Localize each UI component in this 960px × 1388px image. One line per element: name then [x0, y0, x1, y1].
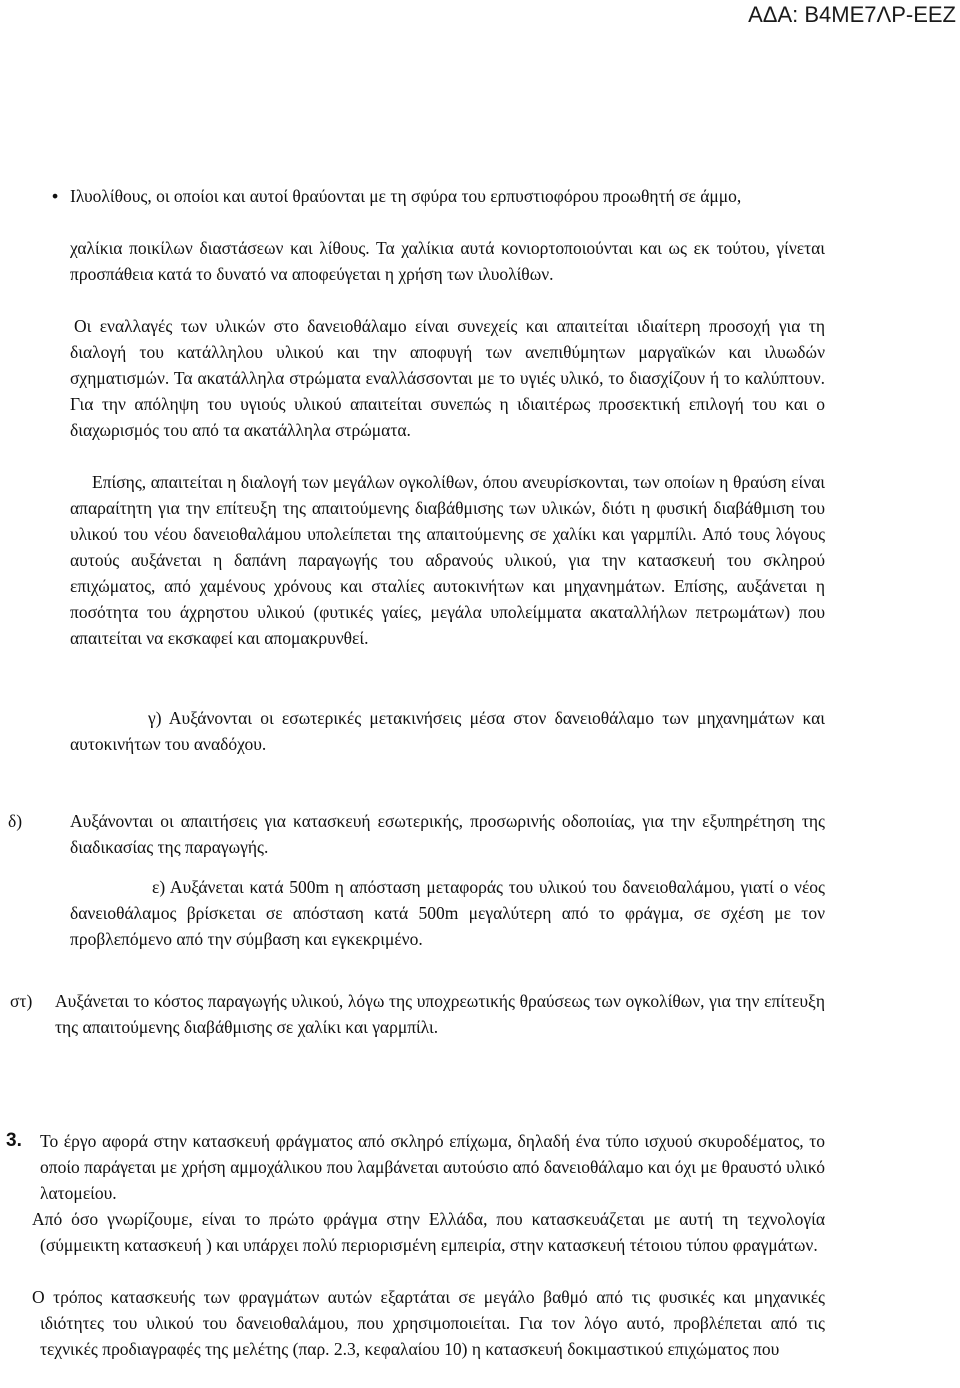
paragraph-text: Οι εναλλαγές των υλικών στο δανειοθάλαμο είναι συνεχείς και απαιτείται ιδιαίτερη προσοχή για τη διαλογή του κατάλληλου υλικού και την αποφυγή των ανεπιθύμητων μαργαϊκών και ιλυωδών σχηματισμών. Τα ακατάλληλα στρώματα εναλλάσσονται με το υγιές υλικό, το διασχίζουν ή το καλύπτουν. Για την απόληψη του υγιούς υλικού απαιτείται συνεπώς η ιδιαιτέρως προσεκτική επιλογή του και ο διαχωρισμός του από τα ακατάλληλα στρώματα. — [70, 316, 825, 440]
paragraph-episis-dialogi — [70, 469, 825, 651]
paragraph-delta — [8, 808, 825, 860]
paragraph-text: Αυξάνεται το κόστος παραγωγής υλικού, λόγω της υποχρεωτικής θραύσεως των ογκολίθων, για την επίτευξη της απαιτούμενης διαβάθμισης σε χαλίκι και γαρμπίλι. — [55, 991, 825, 1037]
paragraph-text: Από όσο γνωρίζουμε, είναι το πρώτο φράγμα στην Ελλάδα, που κατασκευάζεται με αυτή τη τεχνολογία (σύμμεικτη κατασκευή ) και υπάρχει πολύ περιορισμένη εμπειρία, στην κατασκευή τέτοιου τύπου φραγμάτων. — [32, 1209, 825, 1255]
paragraph-text: γ) Αυξάνονται οι εσωτερικές μετακινήσεις μέσα στον δανειοθάλαμο των μηχανημάτων και αυτοκινήτων του αναδόχου. — [70, 708, 825, 754]
ada-code: ΑΔΑ: Β4ΜΕ7ΛΡ-ΕΕΖ — [748, 2, 956, 27]
paragraph-gamma — [70, 705, 825, 757]
paragraph-chalikia — [70, 235, 825, 287]
paragraph-tropos — [32, 1284, 825, 1362]
paragraph-enallages — [70, 313, 825, 443]
section-number: 3. — [6, 1130, 22, 1151]
paragraph-text: χαλίκια ποικίλων διαστάσεων και λίθους. Τα χαλίκια αυτά κονιορτοποιούνται και ως εκ τούτου, γίνεται προσπάθεια κατά το δυνατό να αποφεύγεται η χρήση των ιλυολίθων. — [70, 238, 825, 284]
paragraph-three — [6, 1128, 825, 1206]
paragraph-text: Το έργο αφορά στην κατασκευή φράγματος από σκληρό επίχωμα, δηλαδή ένα τύπο ισχυού σκυροδέματος, το οποίο παράγεται με χρήση αμμοχάλικου που λαμβάνεται αυτούσιο από δανειοθάλαμο και όχι με θραυστό υλικό λατομείου. — [40, 1131, 825, 1203]
item-label: στ) — [10, 991, 33, 1011]
paragraph-text: Επίσης, απαιτείται η διαλογή των μεγάλων ογκολίθων, όπου ανευρίσκονται, των οποίων η θραύση είναι απαραίτητη για την επίτευξη της απαιτούμενης διαβάθμισης των υλικών, διότι η φυσική διαβάθμιση του υλικού του νέου δανειοθαλάμου υπολείπεται της απαιτούμενης σε χαλίκι και γαρμπίλι. Από τους λόγους αυτούς αυξάνεται η δαπάνη παραγωγής του αδρανούς υλικού, για την κατασκευή του σκληρού επιχώματος, από χαμένους χρόνους και σταλίες αυτοκινήτων και μηχανημάτων. Επίσης, αυξάνεται η ποσότητα του άχρηστου υλικού (φυτικές γαίες, μεγάλα υπολείμματα ακαταλλήλων πετρωμάτων) που απαιτείται να εκσκαφεί και απομακρυνθεί. — [70, 472, 825, 648]
paragraph-text: Ο τρόπος κατασκευής των φραγμάτων αυτών εξαρτάται σε μεγάλο βαθμό από τις φυσικές και μηχανικές ιδιότητες του υλικού του δανειοθαλάμου, που χρησιμοποιείται. Για τον λόγο αυτό, προβλέπεται από τις τεχνικές προδιαγραφές της μελέτης (παρ. 2.3, κεφαλαίου 10) η κατασκευή δοκιμαστικού επιχώματος που — [32, 1287, 825, 1359]
paragraph-st — [10, 988, 825, 1040]
paragraph-epsilon — [70, 874, 825, 952]
item-label: δ) — [8, 811, 23, 831]
paragraph-text: Ιλυολίθους, οι οποίοι και αυτοί θραύονται με τη σφύρα του ερπυστιοφόρου προωθητή σε άμμο, — [70, 186, 742, 206]
paragraph-text: ε) Αυξάνεται κατά 500m η απόσταση μεταφοράς του υλικού του δανειοθαλάμου, γιατί ο νέος δανειοθάλαμος βρίσκεται σε απόσταση κατά 500m μεγαλύτερη από το φράγμα, σε σχέση με τον προβλεπόμενο από την σύμβαση και εγκεκριμένο. — [70, 877, 825, 949]
paragraph-text: Αυξάνονται οι απαιτήσεις για κατασκευή εσωτερικής, προσωρινής οδοποιίας, για την εξυπηρέτηση της διαδικασίας της παραγωγής. — [70, 811, 825, 857]
paragraph-ilyolithoi — [52, 183, 825, 209]
paragraph-apo-oso — [32, 1206, 825, 1258]
bullet-icon: • — [52, 186, 59, 206]
